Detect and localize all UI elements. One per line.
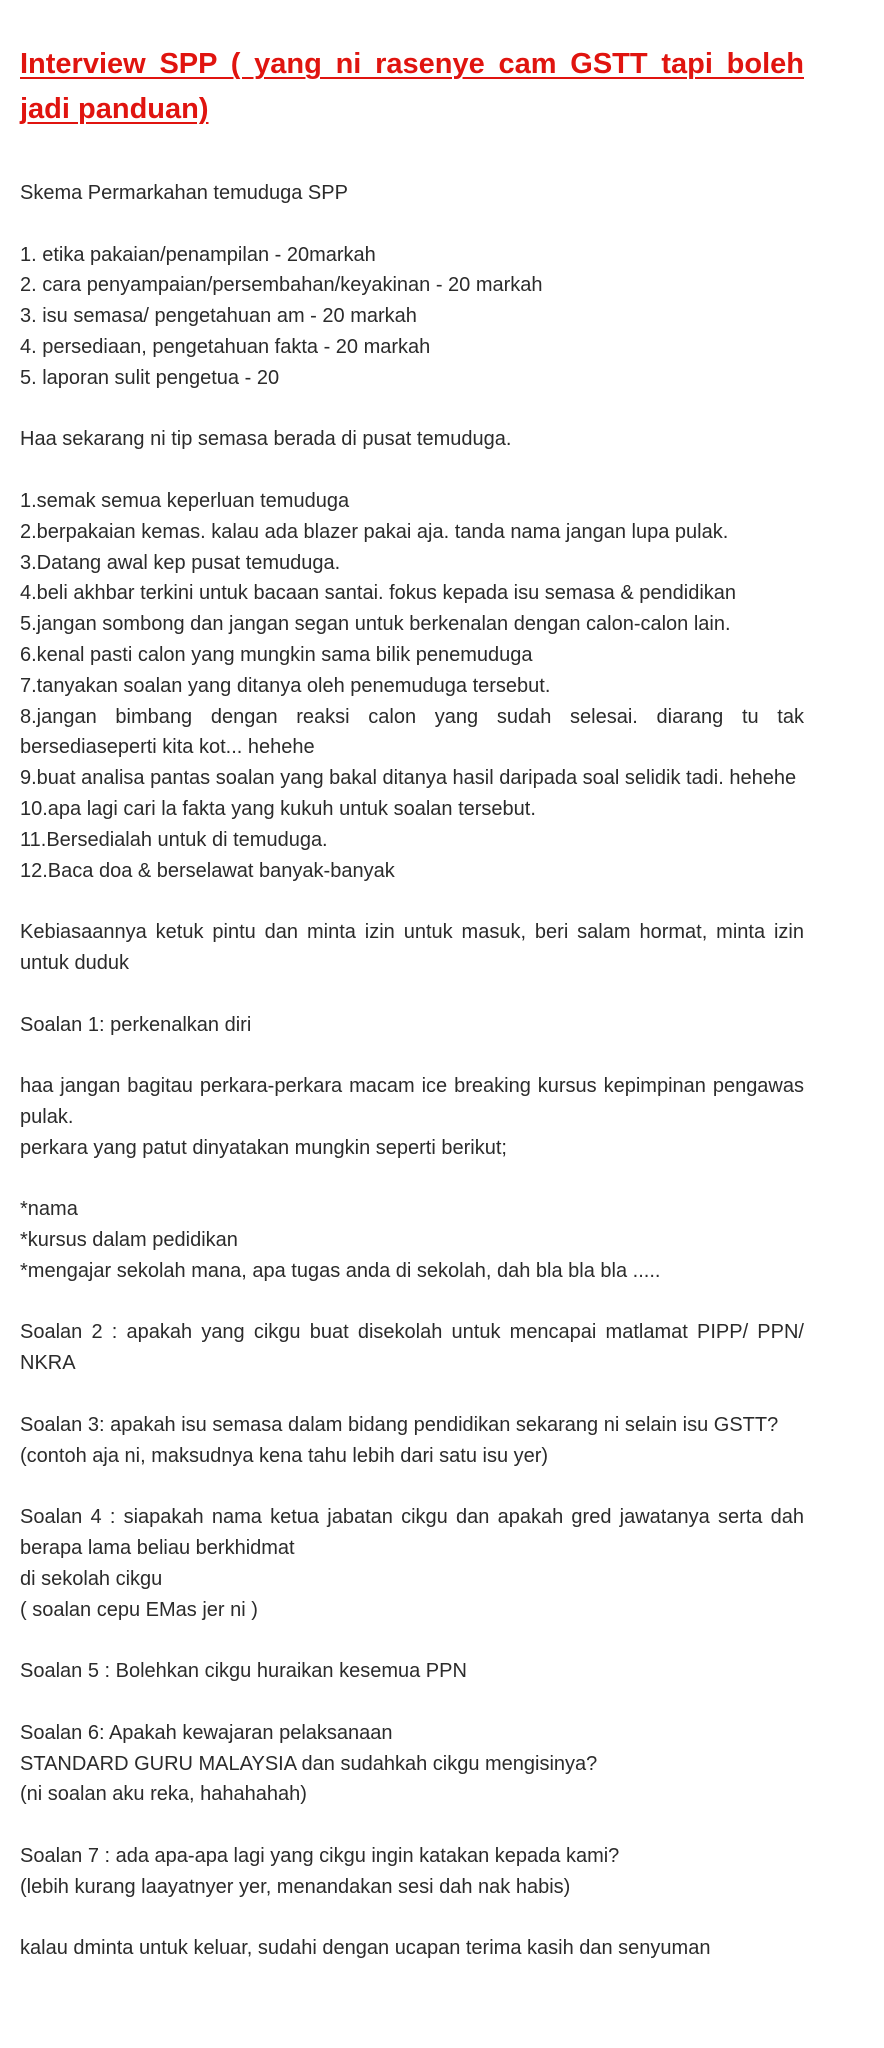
text-line: (ni soalan aku reka, hahahahah) xyxy=(20,1783,307,1806)
paragraph xyxy=(20,240,804,394)
text-line: haa jangan bagitau perkara-perkara macam ice breaking kursus kepimpinan pengawas pulak. xyxy=(20,1075,804,1128)
text-line: *kursus dalam pedidikan xyxy=(20,1229,238,1252)
text-line: (lebih kurang laayatnyer yer, menandakan sesi dah nak habis) xyxy=(20,1875,571,1898)
text-line: 7.tanyakan soalan yang ditanya oleh penemuduga tersebut. xyxy=(20,674,551,697)
text-line: 2.berpakaian kemas. kalau ada blazer pakai aja. tanda nama jangan lupa pulak. xyxy=(20,520,729,543)
paragraph-gap xyxy=(20,1471,804,1502)
paragraph-gap xyxy=(20,1903,804,1934)
document-body xyxy=(20,178,804,1964)
paragraph xyxy=(20,1841,804,1903)
text-line: Soalan 2 : apakah yang cikgu buat disekolah untuk mencapai matlamat PIPP/ PPN/ NKRA xyxy=(20,1321,804,1375)
paragraph xyxy=(20,486,804,886)
text-line: Kebiasaannya ketuk pintu dan minta izin untuk masuk, beri salam hormat, minta izin untuk duduk xyxy=(20,921,804,974)
text-line: 2. cara penyampaian/persembahan/keyakinan - 20 markah xyxy=(20,274,543,297)
paragraph-gap xyxy=(20,1810,804,1841)
paragraph-gap xyxy=(20,1379,804,1410)
text-line: kalau dminta untuk keluar, sudahi dengan ucapan terima kasih dan senyuman xyxy=(20,1937,711,1960)
paragraph xyxy=(20,1010,804,1041)
text-line: 4.beli akhbar terkini untuk bacaan santai. fokus kepada isu semasa & pendidikan xyxy=(20,582,737,605)
paragraph xyxy=(20,917,804,979)
text-line: 3.Datang awal kep pusat temuduga. xyxy=(20,551,341,574)
text-line: di sekolah cikgu xyxy=(20,1567,163,1590)
paragraph xyxy=(20,1071,804,1163)
paragraph-gap xyxy=(20,209,804,240)
text-line: Soalan 5 : Bolehkan cikgu huraikan kesemua PPN xyxy=(20,1660,467,1683)
paragraph-gap xyxy=(20,394,804,425)
text-line: 5.jangan sombong dan jangan segan untuk berkenalan dengan calon-calon lain. xyxy=(20,613,731,636)
paragraph-gap xyxy=(20,1164,804,1195)
paragraph xyxy=(20,1656,804,1687)
text-line: Soalan 3: apakah isu semasa dalam bidang pendidikan sekarang ni selain isu GSTT? xyxy=(20,1413,779,1436)
paragraph xyxy=(20,424,804,455)
text-line: 1. etika pakaian/penampilan - 20markah xyxy=(20,243,376,266)
text-line: 8.jangan bimbang dengan reaksi calon yang sudah selesai. diarang tu tak bersediaseperti kita kot... hehehe xyxy=(20,705,804,759)
text-line: 11.Bersedialah untuk di temuduga. xyxy=(20,828,328,851)
paragraph xyxy=(20,1317,804,1379)
text-line: Soalan 4 : siapakah nama ketua jabatan cikgu dan apakah gred jawatanya serta dah berapa lama beliau berkhidmat xyxy=(20,1506,804,1560)
text-line: 1.semak semua keperluan temuduga xyxy=(20,489,350,512)
text-line: 3. isu semasa/ pengetahuan am - 20 markah xyxy=(20,305,417,328)
paragraph-gap xyxy=(20,455,804,486)
text-line: 10.apa lagi cari la fakta yang kukuh untuk soalan tersebut. xyxy=(20,797,536,820)
document-title: Interview SPP ( yang ni rasenye cam GSTT tapi boleh jadi panduan) xyxy=(20,48,804,125)
text-line: *mengajar sekolah mana, apa tugas anda di sekolah, dah bla bla bla ..... xyxy=(20,1259,661,1282)
text-line: 12.Baca doa & berselawat banyak-banyak xyxy=(20,859,395,882)
text-line: 5. laporan sulit pengetua - 20 xyxy=(20,366,280,389)
paragraph xyxy=(20,178,804,209)
paragraph-gap xyxy=(20,1287,804,1318)
paragraph xyxy=(20,1410,804,1472)
text-line: Haa sekarang ni tip semasa berada di pusat temuduga. xyxy=(20,428,512,451)
paragraph-gap xyxy=(20,979,804,1010)
text-line: Skema Permarkahan temuduga SPP xyxy=(20,182,348,204)
paragraph xyxy=(20,1502,804,1625)
text-line: 4. persediaan, pengetahuan fakta - 20 markah xyxy=(20,335,431,358)
paragraph-gap xyxy=(20,1687,804,1718)
paragraph-gap xyxy=(20,1625,804,1656)
text-line: *nama xyxy=(20,1198,78,1221)
text-line: Soalan 1: perkenalkan diri xyxy=(20,1013,252,1036)
text-line: 9.buat analisa pantas soalan yang bakal ditanya hasil daripada soal selidik tadi. hehehe xyxy=(20,767,797,790)
paragraph-gap xyxy=(20,1040,804,1071)
text-line: (contoh aja ni, maksudnya kena tahu lebih dari satu isu yer) xyxy=(20,1444,549,1467)
text-line: perkara yang patut dinyatakan mungkin seperti berikut; xyxy=(20,1136,507,1159)
text-line: Soalan 6: Apakah kewajaran pelaksanaan xyxy=(20,1721,393,1744)
paragraph xyxy=(20,1718,804,1810)
text-line: Soalan 7 : ada apa-apa lagi yang cikgu ingin katakan kepada kami? xyxy=(20,1845,620,1868)
paragraph xyxy=(20,1933,804,1964)
text-line: STANDARD GURU MALAYSIA dan sudahkah cikgu mengisinya? xyxy=(20,1752,598,1775)
text-line: ( soalan cepu EMas jer ni ) xyxy=(20,1598,258,1621)
text-line: 6.kenal pasti calon yang mungkin sama bilik penemuduga xyxy=(20,643,533,666)
paragraph xyxy=(20,1194,804,1286)
paragraph-gap xyxy=(20,886,804,917)
